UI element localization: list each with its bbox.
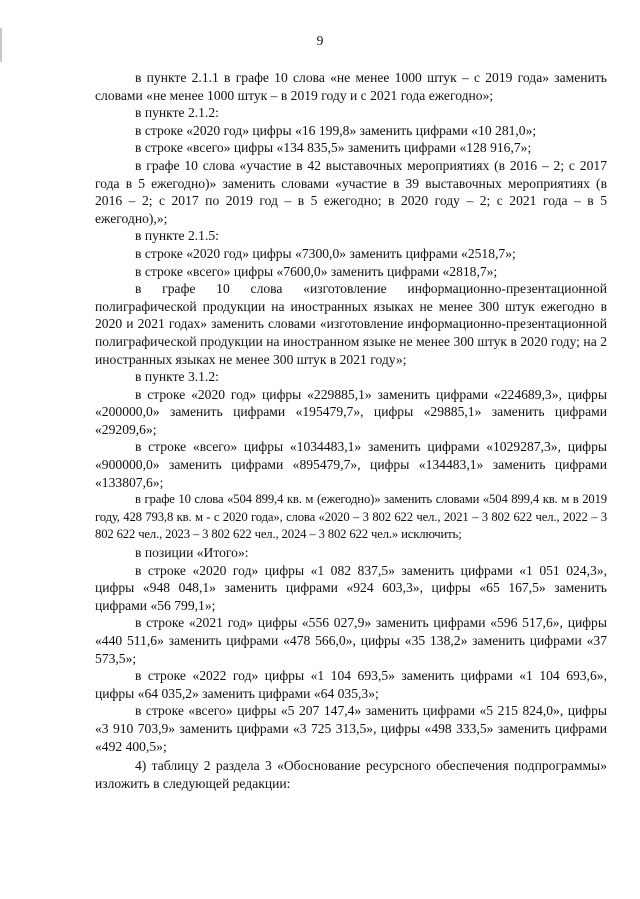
- paragraph-2-1-2-row-total: в строке «всего» цифры «134 835,5» заменить цифрами «128 916,7»;: [135, 140, 532, 156]
- paragraph-totals-heading: в позиции «Итого»:: [135, 545, 249, 561]
- paragraph-3-1-2-heading: в пункте 3.1.2:: [135, 369, 219, 385]
- paragraph-3-1-2-row-2020: в строке «2020 год» цифры «229885,1» заменить цифрами «224689,3», цифры «200000,0» заменить цифрами «195479,7», цифры «29885,1» заменить цифрами «29209,6»;: [95, 386, 607, 437]
- paragraph-totals-row-2020: в строке «2020 год» цифры «1 082 837,5» заменить цифрами «1 051 024,3», цифры «948 048,1» заменить цифрами «924 603,3», цифры «65 167,5» заменить цифрами «56 799,1»;: [95, 562, 607, 613]
- paragraph-2-1-2-column-10: в графе 10 слова «участие в 42 выставочных мероприятиях (в 2016 – 2; с 2017 года в 5 ежегодно)» заменить словами «участие в 39 выставочных мероприятиях (в 2016 – 2; с 2017 по 2019 год – в 5 ежегодно; в 2020 году – 2; с 2021 года – в 5 ежегодно),»;: [95, 157, 607, 226]
- paragraph-totals-row-2021: в строке «2021 год» цифры «556 027,9» заменить цифрами «596 517,6», цифры «440 511,6» заменить цифрами «478 566,0», цифры «35 138,2» заменить цифрами «37 573,5»;: [95, 615, 607, 666]
- paragraph-2-1-2-heading: в пункте 2.1.2:: [135, 105, 219, 121]
- paragraph-2-1-5-row-total: в строке «всего» цифры «7600,0» заменить цифрами «2818,7»;: [135, 263, 498, 279]
- paragraph-totals-row-2022: в строке «2022 год» цифры «1 104 693,5» заменить цифрами «1 104 693,6», цифры «64 035,2» заменить цифрами «64 035,3»;: [95, 668, 607, 701]
- page-number: 9: [316, 33, 324, 48]
- paragraph-2-1-5-column-10: в графе 10 слова «изготовление информационно-презентационной полиграфической продукции на иностранных языках не менее 300 штук ежегодно в 2020 и 2021 годах» заменить словами «изготовление информационно-презентационной полиграфической продукции на иностранном языке не менее 300 штук в 2020 году; на 2 иностранных языках не менее 300 штук в 2021 году»;: [95, 281, 607, 367]
- paragraph-2-1-1: в пункте 2.1.1 в графе 10 слова «не менее 1000 штук – с 2019 года» заменить словами «не менее 1000 штук – в 2019 году и с 2021 года ежегодно»;: [95, 70, 607, 103]
- document-body: [95, 69, 607, 792]
- paragraph-item-4-table-2: 4) таблицу 2 раздела 3 «Обоснование ресурсного обеспечения подпрограммы» изложить в следующей редакции:: [95, 758, 607, 791]
- paragraph-2-1-5-row-2020: в строке «2020 год» цифры «7300,0» заменить цифрами «2518,7»;: [135, 245, 516, 261]
- paragraph-2-1-2-row-2020: в строке «2020 год» цифры «16 199,8» заменить цифрами «10 281,0»;: [135, 122, 537, 138]
- paragraph-2-1-5-heading: в пункте 2.1.5:: [135, 228, 219, 244]
- paragraph-3-1-2-row-total: в строке «всего» цифры «1034483,1» заменить цифрами «1029287,3», цифры «900000,0» заменить цифрами «895479,7», цифры «134483,1» заменить цифрами «133807,6»;: [95, 439, 607, 490]
- paragraph-totals-row-total: в строке «всего» цифры «5 207 147,4» заменить цифрами «5 215 824,0», цифры «3 910 703,9» заменить цифрами «3 725 313,5», цифры «498 333,5» заменить цифрами «492 400,5»;: [95, 703, 607, 754]
- paragraph-3-1-2-column-10: в графе 10 слова «504 899,4 кв. м (ежегодно)» заменить словами «504 899,4 кв. м в 2019 году, 428 793,8 кв. м - с 2020 года», слова «2020 – 3 802 622 чел., 2021 – 3 802 622 чел., 2022 – 3 802 622 чел., 2023 – 3 802 622 чел., 2024 – 3 802 622 чел.» исключить;: [95, 492, 607, 542]
